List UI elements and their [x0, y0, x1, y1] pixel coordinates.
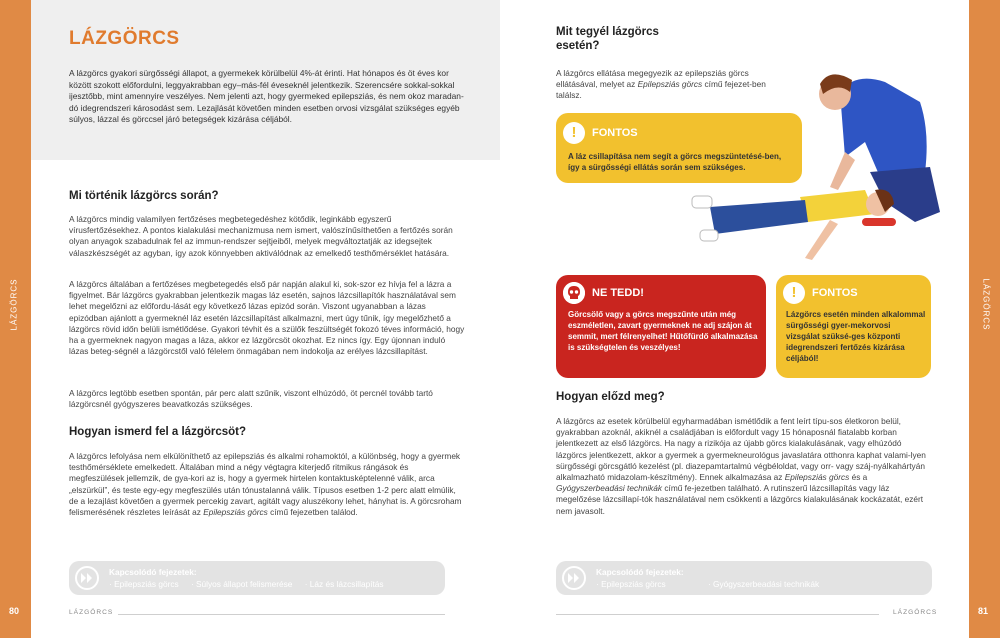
related-chapter-link[interactable]: · Láz és lázcsillapítás — [304, 579, 384, 589]
page-title: LÁZGÖRCS — [69, 28, 180, 49]
left-side-strip — [0, 0, 31, 638]
paragraph-text: A lázgörcs az esetek körülbelül egyharmadában ismétlődik a fent leírt típu-sos életkoron belül, gyakrabban azoknál, akiknél a családjában is előfordult vagy 15 hónaposnál fiatalabb korban jelentkezett az első lázgörcs. Ha nagy a rizikója az újabb görcs kialakulásának, vagy elhúzódó lázgörcs jelentkezett, akkor a gyermek a gyermekneurológus javaslatára otthonra kaphat valami-lyen sürgősségi görcsgátló kezelést (pl. diazepamtartalmú végbéloldat, vagy orr- vagy száj-nyálkahártyán alkalmazható midazolam-készítmény). Ennek alkalmazása az — [556, 416, 926, 483]
callout-title: FONTOS — [812, 287, 858, 299]
footer-divider — [118, 614, 445, 615]
left-page-number: 80 — [9, 606, 20, 616]
paragraph-text: című fejezet-ben találsz. — [556, 79, 766, 101]
left-side-label: LÁZGÖRCS — [9, 278, 19, 331]
callout-title: NE TEDD! — [592, 287, 644, 299]
section-title-prevent: Hogyan előzd meg? — [556, 391, 665, 403]
footer-divider — [556, 614, 879, 615]
skull-icon — [563, 282, 585, 304]
chapter-reference-link[interactable]: Gyógyszerbeadási technikák — [556, 483, 663, 494]
related-chapters-list — [596, 579, 829, 589]
right-side-strip — [969, 0, 1000, 638]
paragraph-text: A lázgörcs lefolyása nem elkülöníthető az epilepsziás és alkalmi rohamoktól, a különbség, hogy a gyermek testhőmérséklete emelkedett. Általában mind a négy végtagra kiterjedő ritmikus rángások és megfeszülések jellemzik, de gya-kori az is, hogy a gyermek hirtelen kontaktusképtelenné válik, arca „elszürkül”, és teste egy-egy megfeszülés után tónustalanná válik. Típusos esetben 1-2 perc alatt elmúlik, de a lezajlást követően a gyermek percekig zavart, agitált vagy aluszékony lehet, hányhat is. A görcsroham felismerésének részletes leírását az — [69, 451, 462, 518]
paragraph-text: című fejezetben találod. — [270, 507, 358, 518]
forward-arrows-icon — [562, 566, 586, 590]
paragraph — [556, 416, 932, 517]
intro-paragraph: A lázgörcs gyakori sürgősségi állapot, a gyermekek körülbelül 4%-át érinti. Hat hónapos és öt éves kor között szokott előfordulni, leggyakrabban egy–más-fél éveseknél jelentkezik. Szerencsére sokkal-sokkal ijesztőbb, mint amennyire veszélyes. Nem jelenti azt, hogy gyermeked epilepsziás, és nem okoz maradan-dó idegrendszeri károsodást sem. Lezajlását követően minden esetben orvosi vizsgálat szükséges egyéb súlyos, lázzal és görccsel járó betegségek kizárása céljából. — [69, 68, 464, 125]
section-title-what-happens: Mi történik lázgörcs során? — [69, 190, 219, 202]
footer-label: LÁZGÖRCS — [69, 609, 114, 616]
callout-text: Görcsölő vagy a görcs megszűnte után még eszméletlen, zavart gyermeknek ne adj szájon át semmit, mert félrenyelhet! Hűtőfürdő alkalmazása is szükségtelen és veszélyes! — [568, 310, 758, 352]
chapter-reference-link[interactable]: Epilepsziás görcs — [784, 472, 850, 483]
section-title-recognize: Hogyan ismerd fel a lázgörcsöt? — [69, 426, 247, 438]
related-chapters-list — [109, 579, 394, 589]
related-chapters-box — [69, 561, 445, 595]
exclamation-icon: ! — [563, 122, 585, 144]
paragraph-text: című fe-jezetben található. A rutinszerű lázcsillapítás vagy láz megelőzése lázcsillapí-tók használatával nem csökkenti a lázgörcs kialakulásának kockázatát, ezért nem javasolt. — [556, 483, 924, 516]
right-side-label: LÁZGÖRCS — [981, 278, 991, 331]
related-chapter-link[interactable]: · Súlyos állapot felismerése — [190, 579, 293, 589]
related-chapter-link[interactable]: · Gyógyszerbeadási technikák — [707, 579, 820, 589]
section-title-what-to-do: Mit tegyél lázgörcs esetén? — [556, 26, 659, 52]
chapter-reference-link[interactable]: Epilepsziás görcs — [203, 507, 268, 518]
important-callout — [776, 275, 931, 378]
callout-text: Lázgörcs esetén minden alkalommal sürgősségi gyer-mekorvosi vizsgálat szüksé-ges központi idegrendszeri fertőzés kizárása céljából! — [786, 310, 926, 363]
callout-title: FONTOS — [592, 127, 638, 139]
paragraph: A lázgörcs általában a fertőzéses megbetegedés első pár napján alakul ki, sok-szor ez hívja fel a lázra a figyelmet. Bár lázgörcs gyakrabban jelentkezik magas láz esetén, sajnos lázcsillapítók használatával sem lehet megelőzni az előfordu-lását egy következő lázas epizód során. Viszont ugyanabban a lázas epizódban ajánlott a gyermeknél láz esetén lázcsillapítást alkalmazni, mert úgy tűnik, így megelőzhető a lázgörcs rövid időn belüli ismétlődése. Gyakori tévhit és a szülők feszültségét fokozó téves információ, hogy ha a gyermeknek nagyon magas a láza, akkor ez lázgörcsöt okozhat. Ez nincs így. Egy újonnan induló lázas beteg-ségnél a lázgörcstől való félelem önmagában nem indokolja az erélyes lázcsillapítást. — [69, 279, 465, 357]
important-callout — [556, 113, 802, 183]
chapter-reference-link[interactable]: Epilepsziás görcs — [637, 79, 703, 90]
callout-text: A láz csillapítása nem segít a görcs megszüntetésé-ben, így a sürgősségi ellátás során sem szükséges. — [568, 152, 782, 172]
related-chapter-link[interactable]: · Epilepsziás görcs — [109, 579, 179, 589]
paragraph-text: és a — [851, 472, 868, 483]
paragraph: A lázgörcs mindig valamilyen fertőzéses megbetegedéshez kötődik, leginkább egyszerű vírusfertőzésekhez. A pontos kialakulási mechanizmusa nem ismert, valószínűsíthetően a fertőzés során olyan anyagok szabadulnak fel az immun-rendszer sejtjeiből, melyek megváltoztatják az idegsejtek válaszkészségét az agyban, így azok könnyebben aktiválódnak az emelkedő testhőmérséklet hatására. — [69, 214, 453, 258]
forward-arrows-icon — [75, 566, 99, 590]
related-chapters-box — [556, 561, 932, 595]
right-page-number: 81 — [978, 606, 989, 616]
warning-callout — [556, 275, 766, 378]
related-chapter-link[interactable]: · Epilepsziás görcs — [596, 579, 666, 589]
paragraph — [69, 451, 465, 518]
related-chapters-title: Kapcsolódó fejezetek: — [109, 567, 197, 577]
exclamation-icon: ! — [783, 282, 805, 304]
footer-label: LÁZGÖRCS — [893, 609, 938, 616]
paragraph: A lázgörcs legtöbb esetben spontán, pár perc alatt szűnik, viszont elhúzódó, öt percnél tovább tartó lázgörcsnél gyógyszeres beavatkozás szükséges. — [69, 388, 433, 410]
paragraph-text: A lázgörcs ellátása megegyezik az epilepsziás görcs ellátásával, melyet az — [556, 68, 749, 90]
related-chapters-title: Kapcsolódó fejezetek: — [596, 567, 684, 577]
